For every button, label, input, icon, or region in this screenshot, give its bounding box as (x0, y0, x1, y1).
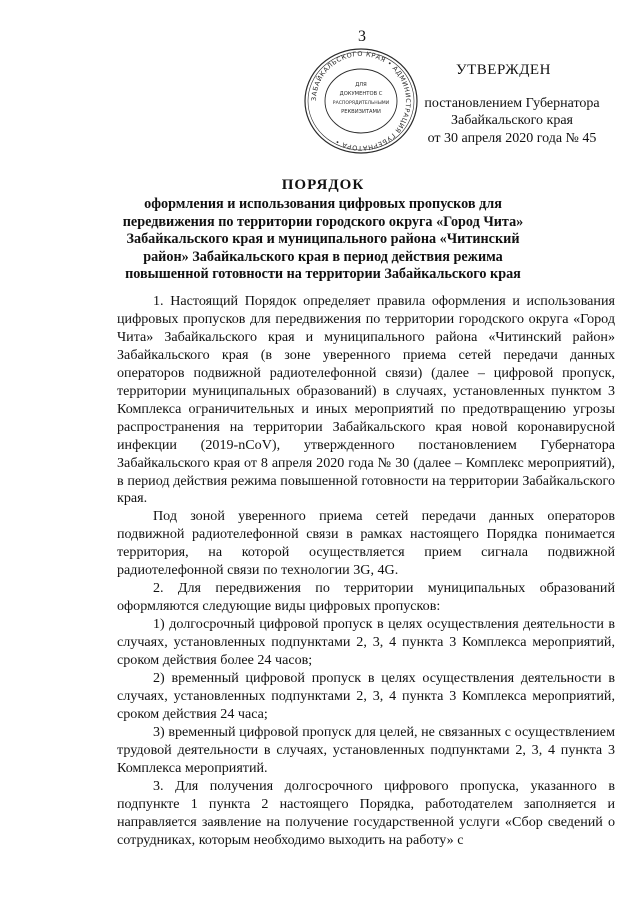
page-number: 3 (358, 28, 366, 45)
official-seal-stamp (300, 46, 422, 156)
approval-block (412, 62, 612, 147)
document-body (117, 293, 615, 850)
seal-inner-line-1: ДЛЯ (355, 82, 367, 88)
paragraph-7: 3. Для получения долгосрочного цифрового пропуска, указанного в подпункте 1 пункта 2 настоящего Порядка, работодателем заполняется и направляется заявление на получение государственной услуги «Сбор сведений о сотрудниках, которым необходимо выходить на работу» с (117, 777, 615, 848)
paragraph-2: Под зоной уверенного приема сетей передачи данных операторов подвижной радиотелефонной связи в рамках настоящего Порядка понимается территория, на которой осуществляется прием сигнала подвижной радиотелефонной связи по технологии 3G, 4G. (117, 508, 615, 579)
seal-inner-line-4: РЕКВИЗИТАМИ (341, 109, 381, 115)
paragraph-1: 1. Настоящий Порядок определяет правила оформления и использования цифровых пропусков для передвижения по территории городского округа «Город Чита» Забайкальского края и муниципального района «Читинский район» Забайкальского края (в зоне уверенного приема сетей передачи данных операторов подвижной радиотелефонной связи) (далее – цифровой пропуск, территории муниципальных образований) в случаях, установленных пунктом 3 Комплекса ограничительных и иных мероприятий по предотвращению угрозы распространения на территории Забайкальского края новой коронавирусной инфекции (2019-nCoV), утвержденного постановлением Губернатора Забайкальского края от 8 апреля 2020 года № 30 (далее – Комплекс мероприятий), в период действия режима повышенной готовности на территории Забайкальского края. (117, 293, 615, 507)
paragraph-4: 1) долгосрочный цифровой пропуск в целях осуществления деятельности в случаях, установленных подпунктами 2, 3, 4 пункта 3 Комплекса мероприятий, сроком действия более 24 часов; (117, 616, 615, 669)
document-subtitle: оформления и использования цифровых пропусков для передвижения по территории городского округа «Город Чита» Забайкальского края и муниципального района «Читинский район» Забайкальского края в период действия режима повышенной готовности на территории Забайкальского края (122, 196, 524, 283)
approval-line-3: от 30 апреля 2020 года № 45 (427, 130, 597, 146)
paragraph-6: 3) временный цифровой пропуск для целей, не связанных с осуществлением трудовой деятельности в случаях, установленных подпунктами 2, 3, 4 пункта 3 Комплекса мероприятий. (117, 723, 615, 776)
seal-inner-line-2: ДОКУМЕНТОВ С (339, 91, 383, 97)
approval-heading: УТВЕРЖДЕН (456, 62, 551, 78)
paragraph-5: 2) временный цифровой пропуск в целях осуществления деятельности в случаях, установленных подпунктами 2, 3, 4 пункта 3 Комплекса мероприятий, сроком действия 24 часа; (117, 670, 615, 722)
seal-outer-text: ЗАБАЙКАЛЬСКОГО КРАЯ • АДМИНИСТРАЦИЯ ГУБЕРНАТОРА • (309, 49, 413, 153)
approval-line-2: Забайкальского края (450, 113, 573, 128)
seal-inner-line-3: РАСПОРЯДИТЕЛЬНЫМИ (332, 101, 390, 106)
approval-line-1: постановлением Губернатора (424, 95, 600, 111)
paragraph-3: 2. Для передвижения по территории муниципальных образований оформляются следующие виды цифровых пропусков: (117, 580, 615, 615)
document-title: ПОРЯДОК (281, 177, 365, 193)
document-title-block (118, 177, 528, 283)
